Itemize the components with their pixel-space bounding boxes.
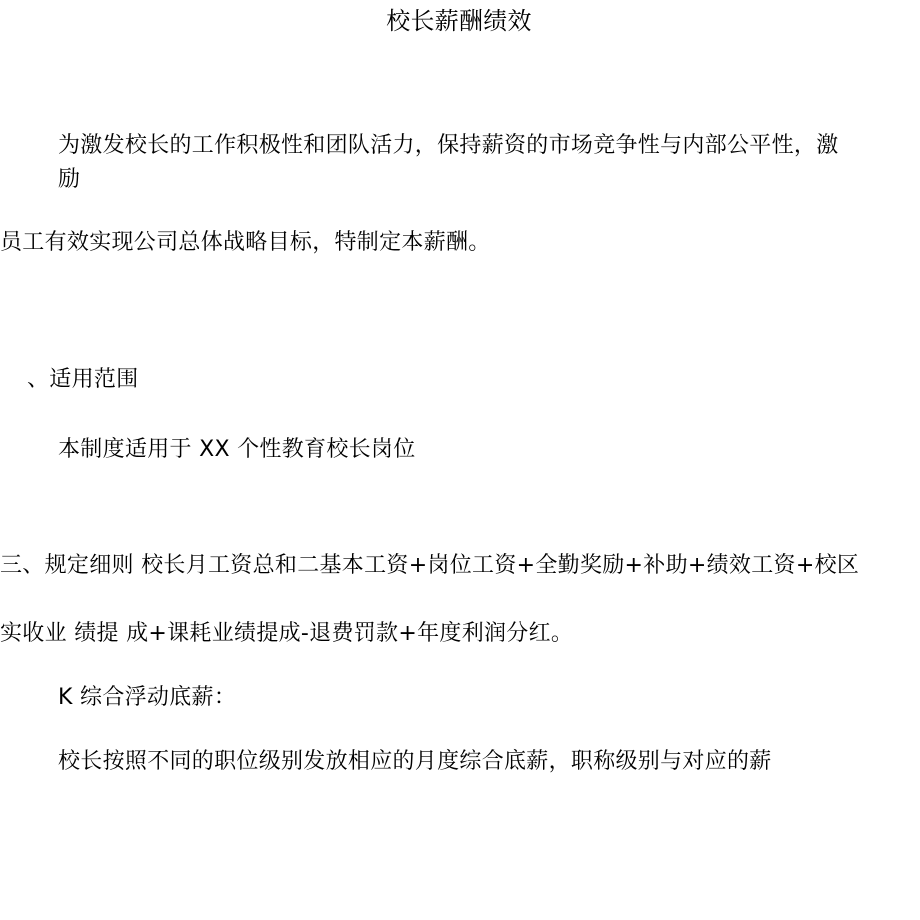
intro-line-1-wrap: 励: [58, 167, 81, 192]
subsection-k-heading: K 综合浮动底薪：: [58, 685, 237, 710]
intro-line-1: 为激发校长的工作积极性和团队活力，保持薪资的市场竞争性与内部公平性，激: [58, 133, 839, 158]
intro-line-2: 员工有效实现公司总体战略目标，特制定本薪酬。: [0, 230, 491, 255]
scope-body: 本制度适用于 XX 个性教育校长岗位: [58, 437, 416, 462]
scope-heading: 、适用范围: [27, 367, 139, 392]
document-title: 校长薪酬绩效: [386, 7, 532, 35]
rules-line-2: 实收业 绩提 成+课耗业绩提成-退费罚款+年度利润分红。: [0, 621, 574, 646]
subsection-k-body: 校长按照不同的职位级别发放相应的月度综合底薪，职称级别与对应的薪: [58, 749, 772, 774]
rules-line-1: 三、规定细则 校长月工资总和二基本工资+岗位工资+全勤奖励+补助+绩效工资+校区: [0, 553, 860, 578]
